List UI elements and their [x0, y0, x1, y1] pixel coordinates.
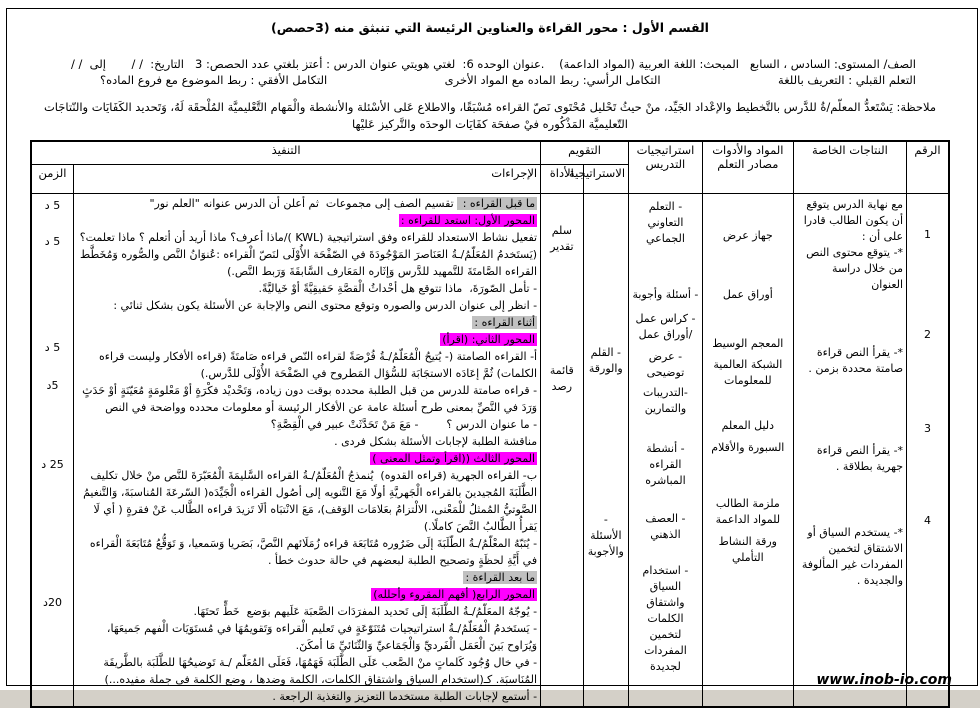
procedures-column [74, 193, 541, 707]
time-value: 5 د [44, 340, 61, 354]
eval-strategy-item: - القلم والورقة [588, 345, 623, 375]
row-number: 1 [924, 227, 932, 241]
procedure-text: أ- القراءه الصامتة (- يُتيحُ الْمُعَلّمُ/ـةُ فُرْصَةً لقراءه النّص قراءه صَامتَةً (قراءه الأفكار وليست قراءه الكلمات) ثُمَّ إعَادَه الاستجَابَة للسُّؤال المَطروح في الصّفْحَة الأُوْلَى للدَّرس.) [95, 349, 538, 380]
vertical-integration: التكامل الرأسي: ربط الماده مع المواد الأخرى [444, 73, 661, 87]
procedure-text: - تأمل الصّورَةَ، ماذا تتوقع هل أحْداثُ الْقصَّةِ حَقيقِيَّةً أوْ خَياليَّةً. [258, 281, 538, 295]
col-header-procedures: الإجراءات [74, 164, 541, 193]
material-item: دليل المعلم [721, 418, 775, 432]
procedure-paragraph [77, 620, 537, 654]
eval-strategy-column [583, 193, 628, 707]
procedure-text: - يَستَخدمُ الْمُعَلّمُ/ـةُ استراتيجيات مُتَنَوّعَةٍ في تَعليم الْقراءه وَتَقويمُهَا في مُستَوَيَات الْفهم جَميعَهَا، وَيُرَاوح بَينَ الْعَمَل الْفَرديِّ وَالْجَمَاعيِّ وَالثّنَائيِّ مَا أمكَنَ. [103, 621, 538, 652]
procedure-paragraph [77, 603, 537, 620]
procedure-paragraph [77, 450, 537, 467]
lesson-meta-line: الصف/ المستوى: السادس ، السابع المبحث: اللغة العربية (المواد الداعمة) .عنوان الوحده 6: لغتي هويتي عنوان الدرس : أعتز بلغتي عدد الحصص: 3 التاريخ: / / إلى / / [70, 57, 916, 71]
outcome-item: *- يقرأ النص قراءة صامتة محددة بزمن . [808, 345, 904, 375]
procedure-text: ب- القراءه الجهرية (قراءه القدوه) يُنمذجُ الْمُعَلّمُ/ـةُ القراءه السَّليمَةَ الْمُعَبّرَةَ للنَّص منْ خلال تكليف الطَّلَبَةَ المُجيدينَ بالقراءه الْجَهريَّةِ أولًا مَعَ التَّنويه إلى أصُول القراءه الْجَيِّدَه( السّرعَةَ المُناسبَةَ، وَالتَّنغيمُ الصَّوتيُّ المُمثلُ للْمَعْنى، الالْتزامُ بعَلامَات الوَقف)، مَعَ الانْتبَاه ألَا تَزيدَ قراءه الطَّالب عَنْ فقرةٍ ( أي لَا يَقرأُ الطَّالبُ النَّصَ كاملًا.) [79, 468, 538, 533]
procedure-paragraph [77, 416, 537, 433]
procedure-text: تفعيل نشاط الاستعداد للقراءه وفق استراتيجية (KWL )/ماذا أعرف؟ ماذا أريد أن أتعلم ؟ ماذا تعلمت؟ [79, 230, 538, 244]
eval-tool-item: قائمة رصد [549, 363, 574, 393]
strategy-item: -التدريبات والتمارين [643, 385, 688, 415]
eval-strategy-item: - الأسئلة والأجوبة [587, 512, 624, 558]
procedure-paragraph [77, 654, 537, 688]
strategy-item: - أنشطة القراءه المباشره [645, 441, 686, 487]
material-item: السبورة والأقلام [711, 440, 785, 454]
strategy-item: - كراس عمل /أوراق عمل [635, 311, 696, 341]
procedure-text: - ما عنوان الدرس ؟ - مَعَ مَنْ تَحَدَّثَتْ عبير في الْقِصَّةِ؟ [270, 417, 538, 431]
outcome-item: مع نهاية الدرس يتوقع أن يكون الطالب قادرا على أن : [803, 197, 904, 243]
procedure-paragraph [77, 433, 537, 450]
col-header-number: الرقم [907, 141, 949, 194]
procedure-paragraph [77, 280, 537, 297]
section-title: القسم الأول : محور القراءة والعناوين الرئيسة التي تنبثق منه (3حصص) [271, 20, 709, 35]
strategy-item: - التعلم التعاوني الجماعي [645, 199, 685, 245]
outcome-item: *- يقرأ النص قراءة جهرية بطلاقة . [816, 443, 904, 473]
procedure-text: مناقشة الطلبة لإجابات الأسئلة بشكل فردى . [334, 434, 538, 448]
number-column [907, 193, 949, 707]
strategy-item: - أسئلة وأجوبة [632, 287, 699, 301]
col-header-time: الزمن [31, 164, 74, 193]
strategies-column [629, 193, 703, 707]
procedure-paragraph [77, 586, 537, 603]
time-column [31, 193, 74, 707]
time-value: 5 د [44, 198, 61, 212]
procedure-paragraph [77, 569, 537, 586]
strategy-item: - استخدام السياق واشتقاق الكلمات لتخمين المفردات لجديدة [642, 563, 689, 673]
time-value: 25 د [41, 457, 64, 471]
procedure-paragraph [77, 297, 537, 314]
procedure-paragraph [77, 688, 537, 705]
time-value: 5 د [44, 234, 61, 248]
material-item: ورقة النشاط التأملي [718, 534, 777, 564]
procedure-heading: ما قبل القراءه : [459, 196, 536, 210]
procedure-text: - أستمع لإجابات الطلبة مستخدما التعزيز والتغذية الراجعة . [272, 689, 538, 703]
strategy-item: - العصف الذهني [645, 511, 686, 541]
procedure-paragraph [77, 382, 537, 416]
row-number: 4 [924, 513, 932, 527]
procedure-paragraph [77, 331, 537, 348]
material-item: أوراق عمل [722, 287, 773, 301]
eval-tool-column [541, 193, 583, 707]
time-value: 5د [46, 378, 59, 392]
procedure-heading: المحور الرابع( أفهم المقروء وأحلله) [373, 587, 536, 601]
col-header-materials: المواد والأدوات مصادر التعلم [702, 141, 793, 194]
col-header-strategies: استراتيجيات التدريس [629, 141, 703, 194]
procedure-paragraph [77, 212, 537, 229]
teacher-note: ملاحظة: يَسْتَعدُّ المعلّم/ةُ للدَّرس بالتَّخطيط والإعْداد الجَيِّد، منْ حيثُ تَحْليل مُحْتَوى نَصّ القراءه مُسْبَقًا، والاطلاع عَلى الأسْئلة والأنشطة والْمَهام التَّعْليميَّة المُلْحقَة لَهُ، وَتَحديد الكَفَايَات والنّتاجَات التّعليميَّة المَذْكُوره فيْ صفحَة كفَايَات الوحدَه والتَّركيز عَليْها [43, 100, 937, 132]
row-number: 3 [924, 421, 932, 435]
time-value: 20د [43, 595, 62, 609]
materials-column [702, 193, 793, 707]
material-item: المعجم الوسيط [712, 336, 784, 350]
material-item: ملزمة الطالب للمواد الداعمة [715, 496, 781, 526]
col-header-execution: التنفيذ [31, 141, 541, 165]
lesson-plan-table [30, 140, 950, 708]
horizontal-integration: التكامل الأفقي : ربط الموضوع مع فروع الماده؟ [100, 73, 328, 87]
prior-learning: التعلم القبلي : التعريف باللغة [778, 73, 916, 87]
outcome-item: *- يستخدم السياق أو الاشتقاق لتخمين المفردات غير المألوفة والجديدة . [801, 525, 904, 587]
procedure-paragraph [77, 229, 537, 246]
outcomes-column [793, 193, 906, 707]
row-number: 2 [924, 327, 932, 341]
material-item: الشبكة العالمية للمعلومات [713, 357, 783, 387]
procedure-paragraph [77, 348, 537, 382]
col-header-outcomes: النتاجات الخاصة [793, 141, 906, 194]
procedure-heading: المحور الثالث ((اقرأ وتمثل المعنى ) [372, 451, 536, 465]
strategy-item: - عرض توضيحى [646, 349, 685, 379]
col-header-evaluation: التقويم [541, 141, 629, 165]
procedure-paragraph [77, 314, 537, 331]
procedure-heading: أثناء القراءه : [474, 315, 536, 329]
col-header-eval-strategy: الاستراتيجية [583, 164, 628, 193]
procedure-heading: المحور الأول: استعد للقراءه : [400, 213, 536, 227]
procedure-text: - يُوجّهُ المعَلّمُ/ـةُ الطَّلَبَةَ إلَى تَحديد المفرَدَات الصَّعبَة عَلَيهم بوَضع خَطٍّ تَحتَهَا. [193, 604, 538, 618]
integration-line [30, 73, 916, 87]
procedure-text: تقسيم الصف إلى مجموعات ثم أعلن أن الدرس عنوانه "العلم نور" [149, 196, 458, 210]
procedure-text: (يَستَخدمُ المُعَلّمُ/ـةُ العَنَاصرَ المَوْجُودَةَ في الصّفْحَة الأُوْلَى لنَصّ الْقراءه :عُنوَانُ النَّص والصُّوره وَمُخَطَّط القراءه الصَّامتَةَ للتَّمهيد للدَّرس وَإثَاره المَعَارف السَّابقَةَ وَرَبط النَّص.) [76, 247, 538, 278]
col-header-eval-tool: الأداة [541, 164, 583, 193]
eval-tool-item: سلم تقدير [550, 223, 574, 253]
procedure-paragraph [77, 195, 537, 212]
procedure-text: - في خال وُجُود كَلماتٍ منْ الصَّعب عَلَى الطَّلَبَة فَهَمُهَا، فَعَلَى المُعَلّم /ـة تَوضيحُهَا للطَّلَبَة بالطَّريقَة المُنَاسبَة. كـ(استخدام السياق واشتقاق الكلمات، الكلمة وضدها ، وضع الكلمة فى جملة مفيده...) [99, 655, 538, 686]
procedure-text: - يُنَبّهُ المعْلّمُ/ـةُ الطّلَبَةَ إلَى ضَرُوره مُتَابَعَة قراءه زُمَلَائهم النَّصَّ، بَصَريا وَسَمعيا، وَ تَوَقُّعُ مُتَابَعَةَ الْقراءه في أَيَّةِ لحظَةٍ وتصحيح الطلبة لبعضهم في حالة حدوث خطأ . [86, 536, 538, 567]
procedure-text: - قراءه صامتة للدرس من قبل الطلبة محدده بوقت دون زياده، وَتَحْديْد فكْرَةٍ أوْ مَعْلومَةٍ مُعَيّنَةٍ أوْ حَدَثٍ وَرَدَ في النَّصِّ بمعنى طرح أسئلة عامة عن الأفكار الرئيسة أو معلومات محدده وواضحة في النص [78, 383, 538, 414]
procedure-heading: ما بعد القراءة : [465, 570, 536, 584]
watermark: www.inob-io.com [816, 672, 952, 688]
outcome-item: *- يتوقع محتوى النص من خلال دراسة العنوان [806, 245, 904, 291]
procedure-paragraph [77, 246, 537, 280]
procedure-heading: المحور الثاني: (اقرأ) [442, 332, 536, 346]
procedure-paragraph [77, 535, 537, 569]
procedure-paragraph [77, 467, 537, 535]
material-item: جهاز عرض [722, 228, 773, 242]
procedure-text: - انظر إلى عنوان الدرس والصوره وتوقع محتوى النص والإجابة عن الأسئلة يكون بشكل ثنائي : [113, 298, 538, 312]
